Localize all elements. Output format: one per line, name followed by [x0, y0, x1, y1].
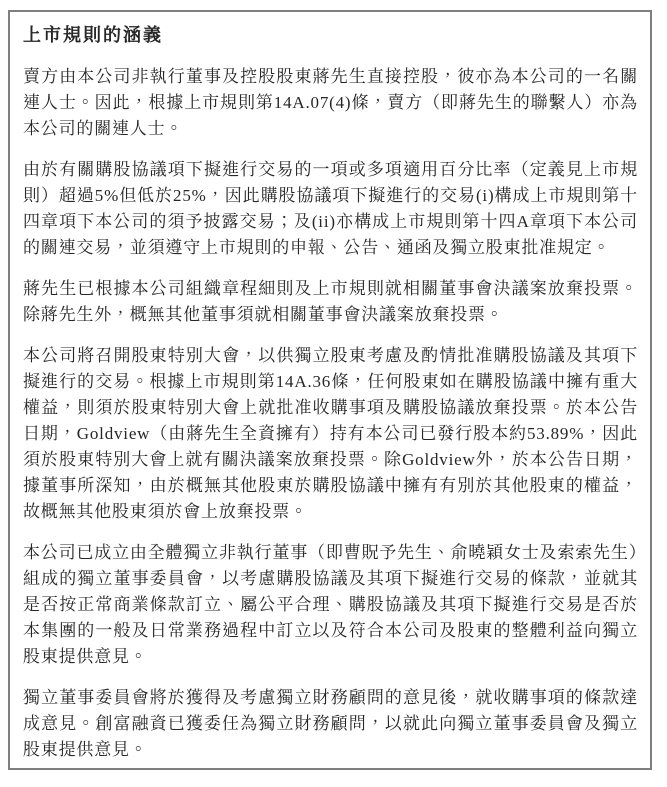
paragraph-board-abstention: 蔣先生已根據本公司組織章程細則及上市規則就相關董事會決議案放棄投票。除蔣先生外，概無其他董事須就相關董事會決議案放棄投票。 — [23, 279, 638, 324]
paragraph-egm-voting: 本公司將召開股東特別大會，以供獨立股東考慮及酌情批准購股協議及其項下擬進行的交易。根據上市規則第14A.36條，任何股東如在購股協議中擁有重大權益，則須於股東特別大會上就批准收購事項及購股協議放棄投票。於本公告日期，Goldview（由蔣先生全資擁有）持有本公司已發行股本約53.89%，因此須於股東特別大會上就有關決議案放棄投票。除Goldview外，於本公告日期，據董事所深知，由於概無其他股東於購股協議中擁有有別於其他股東的權益，故概無其他股東須於會上放棄投票。 — [23, 346, 638, 521]
paragraph-independent-board-committee: 本公司已成立由全體獨立非執行董事（即曹貺予先生、俞曉穎女士及索索先生）組成的獨立董事委員會，以考慮購股協議及其項下擬進行交易的條款，並就其是否按正常商業條款訂立、屬公平合理、購股協議及其項下擬進行交易是否於本集團的一般及日常業務過程中訂立以及符合本公司及股東的整體利益向獨立股東提供意見。 — [23, 543, 638, 666]
section-heading: 上市規則的涵義 — [23, 25, 163, 45]
paragraph-independent-financial-adviser: 獨立董事委員會將於獲得及考慮獨立財務顧問的意見後，就收購事項的條款達成意見。創富融資已獲委任為獨立財務顧問，以就此向獨立董事委員會及獨立股東提供意見。 — [23, 688, 638, 759]
paragraph-connected-person: 賣方由本公司非執行董事及控股股東蔣先生直接控股，彼亦為本公司的一名關連人士。因此，根據上市規則第14A.07(4)條，賣方（即蔣先生的聯繫人）亦為本公司的關連人士。 — [23, 67, 638, 138]
document-page — [8, 10, 652, 770]
paragraph-percentage-ratios: 由於有關購股協議項下擬進行交易的一項或多項適用百分比率（定義見上市規則）超過5%但低於25%，因此購股協議項下擬進行的交易(i)構成上市規則第十四章項下本公司的須予披露交易；及(ii)亦構成上市規則第十四A章項下本公司的關連交易，並須遵守上市規則的申報、公告、通函及獨立股東批准規定。 — [23, 160, 638, 257]
